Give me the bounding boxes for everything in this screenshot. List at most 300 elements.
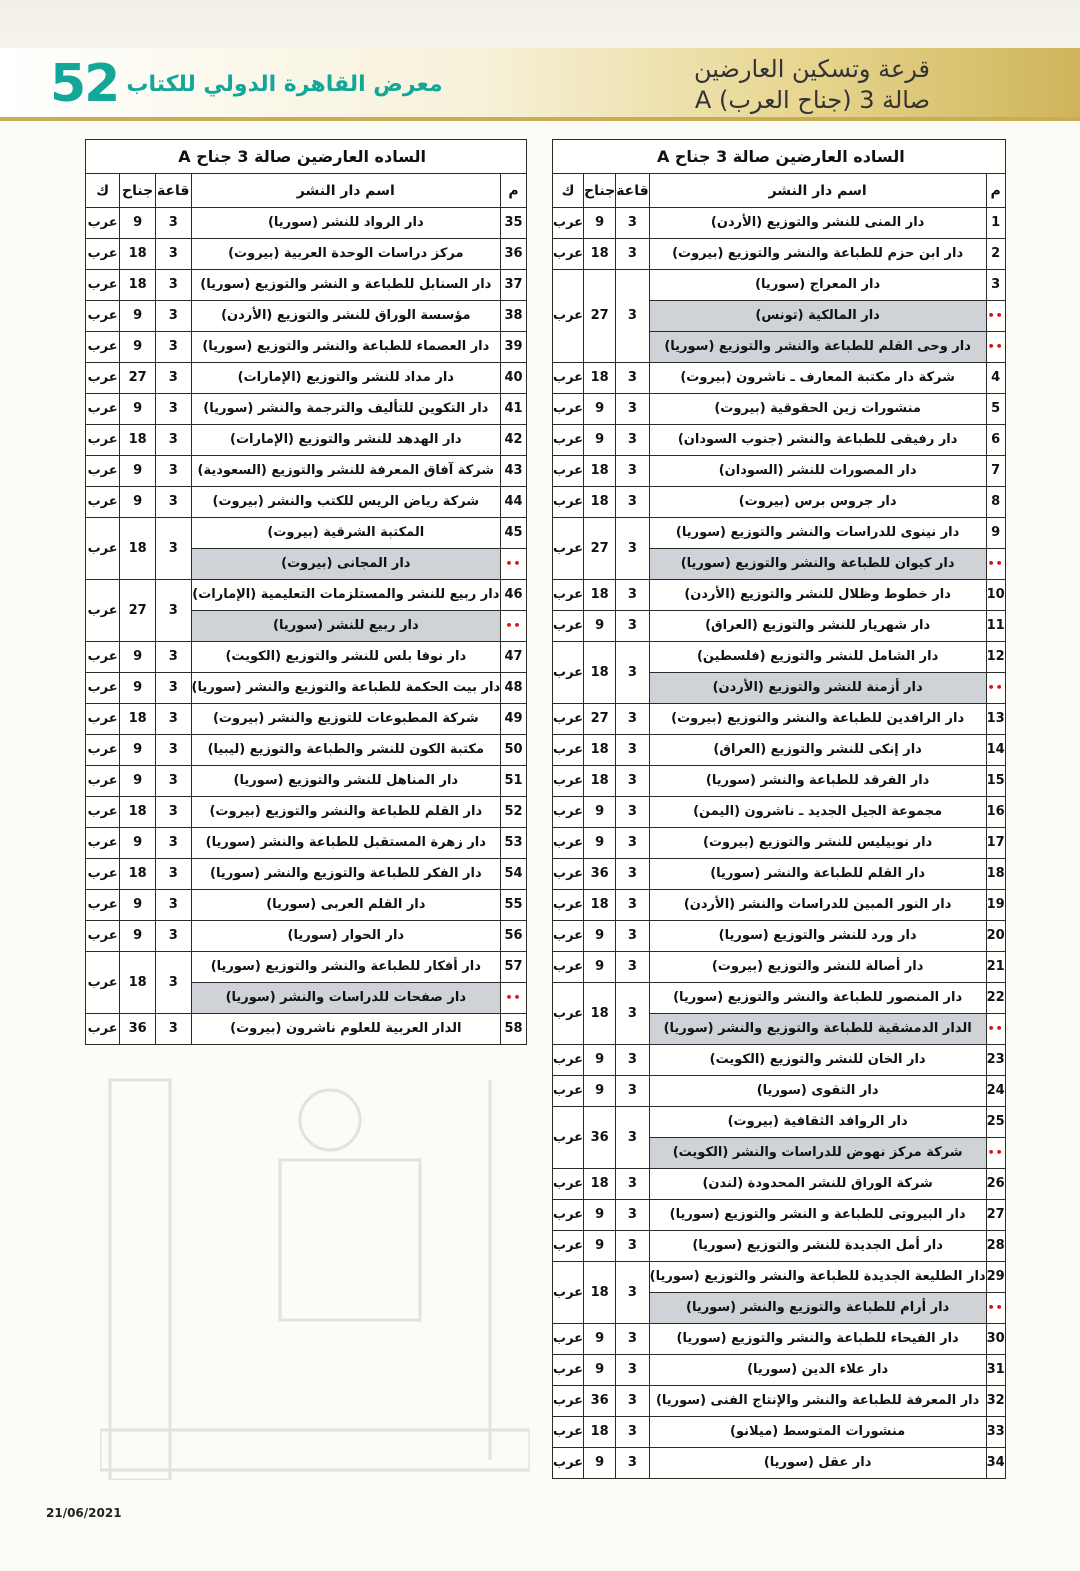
row-number: 27 (986, 1200, 1005, 1231)
row-number: 29 (986, 1262, 1005, 1293)
table-row (553, 735, 1006, 766)
publisher-name: مؤسسة الوراق للنشر والتوزيع (الأردن) (191, 301, 501, 332)
hall-cell: 3 (616, 828, 649, 859)
col-name: اسم دار النشر (191, 174, 501, 208)
wing-cell: 9 (584, 797, 616, 828)
publisher-name: دار المعراج (سوريا) (649, 270, 986, 301)
row-number: 49 (501, 704, 527, 735)
category-cell: عرب (553, 642, 584, 704)
hall-cell: 3 (155, 704, 191, 735)
red-dots-marker: •• (987, 681, 1004, 694)
partner-marker (986, 1014, 1005, 1045)
table-row (553, 611, 1006, 642)
fair-logo (50, 54, 443, 114)
row-number: 8 (986, 487, 1005, 518)
row-number: 33 (986, 1417, 1005, 1448)
wing-cell: 9 (120, 208, 156, 239)
hall-cell: 3 (616, 456, 649, 487)
wing-cell: 18 (584, 487, 616, 518)
category-cell: عرب (86, 952, 120, 1014)
hall-cell: 3 (616, 425, 649, 456)
table-row (553, 394, 1006, 425)
row-number: 54 (501, 859, 527, 890)
publisher-name: مركز دراسات الوحدة العربية (بيروت) (191, 239, 501, 270)
table-row (553, 518, 1006, 549)
wing-cell: 18 (584, 890, 616, 921)
right-exhibitors-table (552, 139, 1006, 1479)
category-cell: عرب (553, 1386, 584, 1417)
wing-cell: 18 (120, 425, 156, 456)
category-cell: عرب (553, 921, 584, 952)
category-cell: عرب (553, 828, 584, 859)
category-cell: عرب (553, 363, 584, 394)
logo-number: 52 (50, 54, 119, 114)
hall-cell: 3 (155, 580, 191, 642)
category-cell: عرب (553, 890, 584, 921)
hall-cell: 3 (616, 518, 649, 580)
hall-cell: 3 (155, 425, 191, 456)
wing-cell: 9 (584, 1200, 616, 1231)
table-row (86, 518, 527, 549)
hall-cell: 3 (155, 890, 191, 921)
category-cell: عرب (553, 394, 584, 425)
publisher-name: دار المناهل للنشر والتوزيع (سوريا) (191, 766, 501, 797)
col-wing: جناح (120, 174, 156, 208)
row-number: 46 (501, 580, 527, 611)
row-number: 20 (986, 921, 1005, 952)
red-dots-marker: •• (505, 557, 522, 570)
publisher-name: شركة رياض الريس للكتب والنشر (بيروت) (191, 487, 501, 518)
col-k: ك (86, 174, 120, 208)
table-row (86, 952, 527, 983)
row-number: 25 (986, 1107, 1005, 1138)
publisher-name: شركة الوراق للنشر المحدودة (لندن) (649, 1169, 986, 1200)
row-number: 45 (501, 518, 527, 549)
table-row (86, 1014, 527, 1045)
publisher-name: دار الطليعة الجديدة للطباعة والنشر والتوزيع (سوريا) (649, 1262, 986, 1293)
row-number: 39 (501, 332, 527, 363)
row-number: 7 (986, 456, 1005, 487)
wing-cell: 27 (120, 363, 156, 394)
table-row (553, 580, 1006, 611)
category-cell: عرب (86, 921, 120, 952)
category-cell: عرب (553, 1262, 584, 1324)
table-row (553, 859, 1006, 890)
col-num: م (986, 174, 1005, 208)
row-number: 21 (986, 952, 1005, 983)
table-row (553, 1355, 1006, 1386)
hall-cell: 3 (155, 363, 191, 394)
wing-cell: 9 (584, 1045, 616, 1076)
wing-cell: 27 (584, 270, 616, 363)
row-number: 37 (501, 270, 527, 301)
wing-cell: 9 (120, 332, 156, 363)
wing-cell: 9 (120, 735, 156, 766)
wing-cell: 9 (584, 1076, 616, 1107)
wing-cell: 36 (584, 859, 616, 890)
category-cell: عرب (86, 487, 120, 518)
publisher-name: دار الفكر للطباعة والتوزيع والنشر (سوريا) (191, 859, 501, 890)
row-number: 11 (986, 611, 1005, 642)
wing-cell: 9 (120, 487, 156, 518)
publisher-name: دار التكوين للتأليف والترجمة والنشر (سوريا) (191, 394, 501, 425)
table-row (86, 270, 527, 301)
publisher-name: دار المنصور للطباعة والنشر والتوزيع (سوريا) (649, 983, 986, 1014)
category-cell: عرب (553, 239, 584, 270)
row-number: 30 (986, 1324, 1005, 1355)
header-divider (0, 117, 1080, 121)
row-number: 1 (986, 208, 1005, 239)
hall-cell: 3 (616, 1107, 649, 1169)
row-number: 26 (986, 1169, 1005, 1200)
table-row (553, 642, 1006, 673)
category-cell: عرب (553, 1169, 584, 1200)
wing-cell: 18 (120, 239, 156, 270)
hall-cell: 3 (616, 766, 649, 797)
row-number: 55 (501, 890, 527, 921)
category-cell: عرب (86, 425, 120, 456)
row-number: 52 (501, 797, 527, 828)
table-row (86, 580, 527, 611)
category-cell: عرب (86, 735, 120, 766)
category-cell: عرب (86, 208, 120, 239)
hall-cell: 3 (616, 1045, 649, 1076)
right-table-title: الساده العارضين صالة 3 جناح A (553, 140, 1006, 174)
hall-cell: 3 (616, 704, 649, 735)
table-row (553, 425, 1006, 456)
table-row (553, 1262, 1006, 1293)
category-cell: عرب (553, 983, 584, 1045)
row-number: 57 (501, 952, 527, 983)
col-num: م (501, 174, 527, 208)
publisher-name: شركة مركز نهوض للدراسات والنشر (الكويت) (649, 1138, 986, 1169)
row-number: 32 (986, 1386, 1005, 1417)
table-row (86, 921, 527, 952)
hall-cell: 3 (155, 921, 191, 952)
publisher-name: دار المعرفة للطباعة والنشر والإنتاج الفنى (سوريا) (649, 1386, 986, 1417)
publisher-name: دار شهريار للنشر والتوزيع (العراق) (649, 611, 986, 642)
wing-cell: 9 (584, 1231, 616, 1262)
wing-cell: 9 (584, 1448, 616, 1479)
left-exhibitors-table (85, 139, 527, 1045)
publisher-name: شركة المطبوعات للتوزيع والنشر (بيروت) (191, 704, 501, 735)
row-number: 43 (501, 456, 527, 487)
table-row (553, 1076, 1006, 1107)
publisher-name: الدار العربية للعلوم ناشرون (بيروت) (191, 1014, 501, 1045)
partner-marker (986, 301, 1005, 332)
category-cell: عرب (86, 580, 120, 642)
category-cell: عرب (553, 487, 584, 518)
table-row (553, 766, 1006, 797)
publisher-name: دار زهرة المستقبل للطباعة والنشر (سوريا) (191, 828, 501, 859)
wing-cell: 18 (584, 363, 616, 394)
publisher-name: دار أزمنة للنشر والتوزيع (الأردن) (649, 673, 986, 704)
partner-marker (501, 549, 527, 580)
table-row (86, 766, 527, 797)
table-row (86, 394, 527, 425)
hall-cell: 3 (155, 797, 191, 828)
wing-cell: 9 (584, 1355, 616, 1386)
wing-cell: 18 (120, 704, 156, 735)
hall-cell: 3 (155, 673, 191, 704)
hall-cell: 3 (616, 611, 649, 642)
col-name: اسم دار النشر (649, 174, 986, 208)
hall-cell: 3 (155, 301, 191, 332)
publisher-name: دار النور المبين للدراسات والنشر (الأردن) (649, 890, 986, 921)
category-cell: عرب (86, 456, 120, 487)
category-cell: عرب (553, 952, 584, 983)
category-cell: عرب (553, 1355, 584, 1386)
category-cell: عرب (86, 890, 120, 921)
hall-cell: 3 (616, 797, 649, 828)
table-row (86, 797, 527, 828)
category-cell: عرب (553, 1107, 584, 1169)
publisher-name: دار أرام للطباعة والتوزيع والنشر (سوريا) (649, 1293, 986, 1324)
hall-cell: 3 (616, 239, 649, 270)
hall-cell: 3 (155, 270, 191, 301)
publisher-name: دار القلم للطباعة والنشر (سوريا) (649, 859, 986, 890)
publisher-name: دار ربيع للنشر (سوريا) (191, 611, 501, 642)
publisher-name: دار الرافدين للطباعة والنشر والتوزيع (بيروت) (649, 704, 986, 735)
row-number: 41 (501, 394, 527, 425)
publisher-name: دار القلم العربى (سوريا) (191, 890, 501, 921)
category-cell: عرب (553, 1200, 584, 1231)
hall-cell: 3 (616, 642, 649, 704)
wing-cell: 18 (584, 1262, 616, 1324)
category-cell: عرب (86, 301, 120, 332)
hall-cell: 3 (155, 735, 191, 766)
publisher-name: دار الشامل للنشر والتوزيع (فلسطين) (649, 642, 986, 673)
pharaoh-sketch-decoration (100, 1060, 530, 1480)
row-number: 44 (501, 487, 527, 518)
partner-marker (986, 332, 1005, 363)
hall-cell: 3 (155, 828, 191, 859)
wing-cell: 18 (120, 952, 156, 1014)
publisher-name: دار أصالة للنشر والتوزيع (بيروت) (649, 952, 986, 983)
partner-marker (986, 673, 1005, 704)
red-dots-marker: •• (505, 619, 522, 632)
publisher-name: دار الفرقد للطباعة والنشر (سوريا) (649, 766, 986, 797)
left-table-title: الساده العارضين صالة 3 جناح A (86, 140, 527, 174)
hall-cell: 3 (155, 332, 191, 363)
partner-marker (986, 1138, 1005, 1169)
row-number: 13 (986, 704, 1005, 735)
publisher-name: دار الفيحاء للطباعة والنشر والتوزيع (سوريا) (649, 1324, 986, 1355)
row-number: 24 (986, 1076, 1005, 1107)
publisher-name: مجموعة الجيل الجديد ـ ناشرون (اليمن) (649, 797, 986, 828)
table-row (553, 1417, 1006, 1448)
hall-cell: 3 (616, 363, 649, 394)
hall-cell: 3 (155, 518, 191, 580)
row-number: 58 (501, 1014, 527, 1045)
wing-cell: 18 (584, 580, 616, 611)
partner-marker (986, 549, 1005, 580)
wing-cell: 27 (584, 704, 616, 735)
wing-cell: 27 (584, 518, 616, 580)
table-row (86, 859, 527, 890)
hall-cell: 3 (616, 1200, 649, 1231)
hall-cell: 3 (616, 270, 649, 363)
publisher-name: دار المجانى (بيروت) (191, 549, 501, 580)
category-cell: عرب (553, 425, 584, 456)
row-number: 9 (986, 518, 1005, 549)
publisher-name: دار بيت الحكمة للطباعة والتوزيع والنشر (سوريا) (191, 673, 501, 704)
wing-cell: 9 (584, 394, 616, 425)
hall-cell: 3 (155, 487, 191, 518)
row-number: 6 (986, 425, 1005, 456)
category-cell: عرب (86, 828, 120, 859)
hall-cell: 3 (155, 456, 191, 487)
red-dots-marker: •• (505, 991, 522, 1004)
publish-date: 21/06/2021 (46, 1506, 122, 1520)
row-number: 31 (986, 1355, 1005, 1386)
publisher-name: دار التقوى (سوريا) (649, 1076, 986, 1107)
publisher-name: دار ربيع للنشر والمستلزمات التعليمية (الإمارات) (191, 580, 501, 611)
category-cell: عرب (86, 332, 120, 363)
partner-marker (501, 983, 527, 1014)
hall-cell: 3 (616, 1169, 649, 1200)
hall-cell: 3 (616, 859, 649, 890)
wing-cell: 9 (120, 301, 156, 332)
table-row (553, 1169, 1006, 1200)
wing-cell: 9 (120, 394, 156, 425)
publisher-name: دار القلم للطباعة والنشر والتوزيع (بيروت) (191, 797, 501, 828)
category-cell: عرب (86, 766, 120, 797)
wing-cell: 36 (120, 1014, 156, 1045)
table-row (553, 828, 1006, 859)
wing-cell: 36 (584, 1386, 616, 1417)
table-row (553, 208, 1006, 239)
publisher-name: دار عقل (سوريا) (649, 1448, 986, 1479)
red-dots-marker: •• (987, 309, 1004, 322)
publisher-name: دار السنابل للطباعة و النشر والتوزيع (سوريا) (191, 270, 501, 301)
category-cell: عرب (553, 735, 584, 766)
category-cell: عرب (553, 1448, 584, 1479)
category-cell: عرب (553, 580, 584, 611)
table-row (86, 301, 527, 332)
wing-cell: 18 (584, 983, 616, 1045)
category-cell: عرب (86, 797, 120, 828)
wing-cell: 9 (584, 208, 616, 239)
wing-cell: 9 (120, 921, 156, 952)
row-number: 48 (501, 673, 527, 704)
table-row (553, 456, 1006, 487)
row-number: 14 (986, 735, 1005, 766)
hall-cell: 3 (155, 1014, 191, 1045)
table-row (86, 239, 527, 270)
wing-cell: 9 (584, 1324, 616, 1355)
hall-cell: 3 (616, 1076, 649, 1107)
hall-cell: 3 (616, 890, 649, 921)
wing-cell: 18 (120, 270, 156, 301)
row-number: 51 (501, 766, 527, 797)
publisher-name: دار نوفا بلس للنشر والتوزيع (الكويت) (191, 642, 501, 673)
publisher-name: دار وحى القلم للطباعة والنشر والتوزيع (سوريا) (649, 332, 986, 363)
category-cell: عرب (86, 859, 120, 890)
hall-cell: 3 (616, 735, 649, 766)
wing-cell: 18 (584, 239, 616, 270)
hall-cell: 3 (616, 1417, 649, 1448)
table-row (86, 363, 527, 394)
row-number: 53 (501, 828, 527, 859)
publisher-name: دار مداد للنشر والتوزيع (الإمارات) (191, 363, 501, 394)
row-number: 40 (501, 363, 527, 394)
hall-cell: 3 (616, 1448, 649, 1479)
category-cell: عرب (553, 797, 584, 828)
wing-cell: 27 (120, 580, 156, 642)
publisher-name: دار ورد للنشر والتوزيع (سوريا) (649, 921, 986, 952)
table-row (86, 208, 527, 239)
wing-cell: 18 (120, 797, 156, 828)
page-title (570, 54, 930, 116)
category-cell: عرب (86, 642, 120, 673)
row-number: 2 (986, 239, 1005, 270)
row-number: 38 (501, 301, 527, 332)
publisher-name: دار المصورات للنشر (السودان) (649, 456, 986, 487)
table-row (553, 952, 1006, 983)
hall-cell: 3 (616, 1262, 649, 1324)
table-row (553, 1324, 1006, 1355)
partner-marker (986, 1293, 1005, 1324)
wing-cell: 9 (584, 952, 616, 983)
category-cell: عرب (553, 859, 584, 890)
table-row (553, 1448, 1006, 1479)
hall-cell: 3 (616, 487, 649, 518)
category-cell: عرب (86, 518, 120, 580)
row-number: 10 (986, 580, 1005, 611)
category-cell: عرب (553, 270, 584, 363)
category-cell: عرب (553, 1324, 584, 1355)
row-number: 4 (986, 363, 1005, 394)
wing-cell: 9 (120, 642, 156, 673)
table-row (553, 239, 1006, 270)
wing-cell: 9 (584, 425, 616, 456)
wing-cell: 9 (584, 921, 616, 952)
table-row (86, 425, 527, 456)
publisher-name: دار أمل الجديدة للنشر والتوزيع (سوريا) (649, 1231, 986, 1262)
row-number: 3 (986, 270, 1005, 301)
hall-cell: 3 (155, 208, 191, 239)
category-cell: عرب (86, 704, 120, 735)
wing-cell: 9 (584, 611, 616, 642)
publisher-name: دار الروافد الثقافية (بيروت) (649, 1107, 986, 1138)
hall-cell: 3 (616, 952, 649, 983)
wing-cell: 36 (584, 1107, 616, 1169)
publisher-name: دار نينوى للدراسات والنشر والتوزيع (سوريا) (649, 518, 986, 549)
table-row (553, 270, 1006, 301)
table-row (553, 1386, 1006, 1417)
hall-cell: 3 (616, 394, 649, 425)
publisher-name: دار الهدهد للنشر والتوزيع (الإمارات) (191, 425, 501, 456)
category-cell: عرب (553, 456, 584, 487)
category-cell: عرب (553, 766, 584, 797)
row-number: 23 (986, 1045, 1005, 1076)
table-row (553, 1107, 1006, 1138)
wing-cell: 9 (120, 766, 156, 797)
table-row (553, 983, 1006, 1014)
publisher-name: شركة دار مكتبة المعارف ـ ناشرون (بيروت) (649, 363, 986, 394)
hall-cell: 3 (616, 580, 649, 611)
table-row (86, 735, 527, 766)
table-row (553, 1200, 1006, 1231)
category-cell: عرب (553, 611, 584, 642)
row-number: 50 (501, 735, 527, 766)
hall-cell: 3 (616, 1355, 649, 1386)
red-dots-marker: •• (987, 1301, 1004, 1314)
publisher-name: دار المالكية (تونس) (649, 301, 986, 332)
table-row (553, 704, 1006, 735)
publisher-name: منشورات المتوسط (ميلانو) (649, 1417, 986, 1448)
